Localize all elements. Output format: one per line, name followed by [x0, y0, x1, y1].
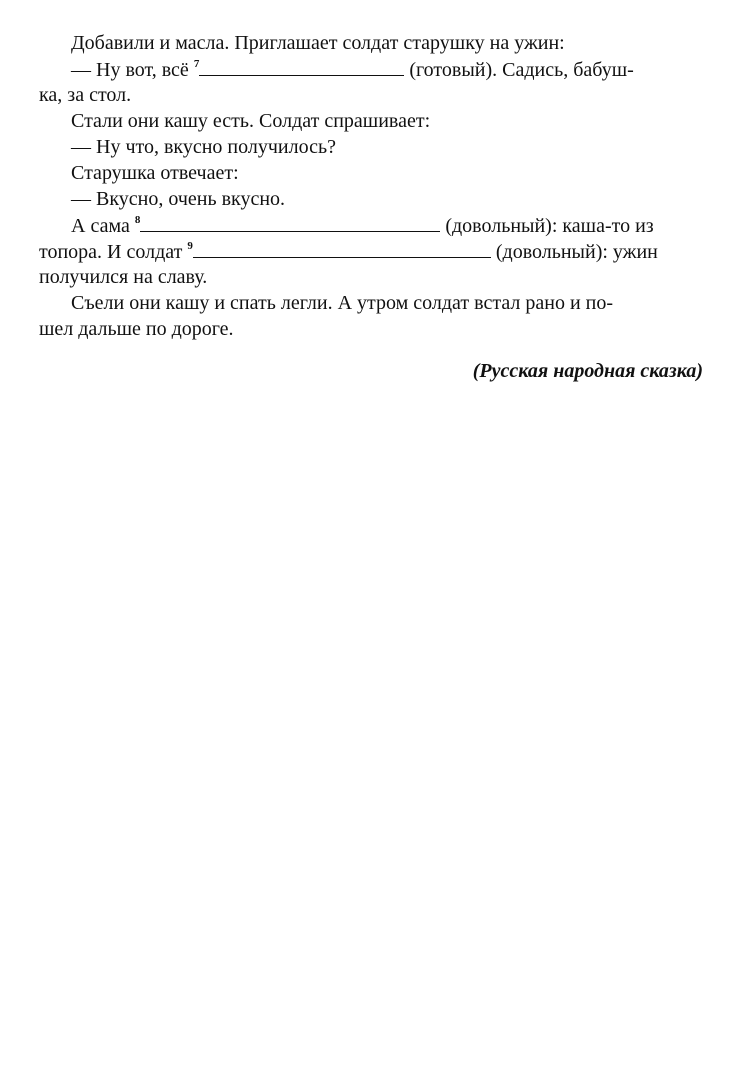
paragraph-text: (довольный): ужин — [490, 241, 658, 263]
footnote-marker-8: 8 — [134, 214, 141, 226]
dialogue-text: — Вкусно, очень вкусно. — [71, 188, 286, 210]
paragraph-text: шел дальше по дороге. — [39, 318, 234, 340]
story-page — [39, 30, 703, 382]
paragraph-text: получился на славу. — [39, 266, 208, 288]
paragraph-text: Добавили и масла. Приглашает солдат старушку на ужин: — [71, 32, 565, 54]
text-line-12 — [39, 316, 703, 342]
text-line-2 — [39, 56, 703, 82]
dialogue-text: — Ну вот, всё — [71, 59, 194, 81]
text-line-6 — [39, 160, 703, 186]
paragraph-text: Старушка отвечает: — [71, 162, 239, 184]
paragraph-text: ка, за стол. — [39, 84, 132, 106]
text-line-8 — [39, 212, 703, 238]
text-line-1 — [39, 30, 703, 56]
source-attribution: (Русская народная сказка) — [472, 360, 703, 382]
footnote-marker-7: 7 — [193, 58, 200, 70]
text-line-3 — [39, 82, 703, 108]
text-line-10 — [39, 264, 703, 290]
text-line-11 — [39, 290, 703, 316]
dialogue-text: — Ну что, вкусно получилось? — [71, 136, 336, 158]
paragraph-text: (довольный): каша-то из — [440, 215, 654, 237]
dialogue-text: (готовый). Садись, бабуш- — [404, 59, 634, 81]
paragraph-text: Стали они кашу есть. Солдат спрашивает: — [71, 110, 431, 132]
answer-blank-8[interactable] — [140, 212, 440, 232]
text-line-9 — [39, 238, 703, 264]
text-line-4 — [39, 108, 703, 134]
answer-blank-7[interactable] — [199, 56, 404, 76]
answer-blank-9[interactable] — [193, 238, 491, 258]
paragraph-text: А сама — [71, 215, 135, 237]
paragraph-text: Съели они кашу и спать легли. А утром солдат встал рано и по- — [71, 292, 614, 314]
text-line-5 — [39, 134, 703, 160]
paragraph-text: топора. И солдат — [39, 241, 188, 263]
footnote-marker-9: 9 — [187, 240, 193, 252]
text-line-7 — [39, 186, 703, 212]
